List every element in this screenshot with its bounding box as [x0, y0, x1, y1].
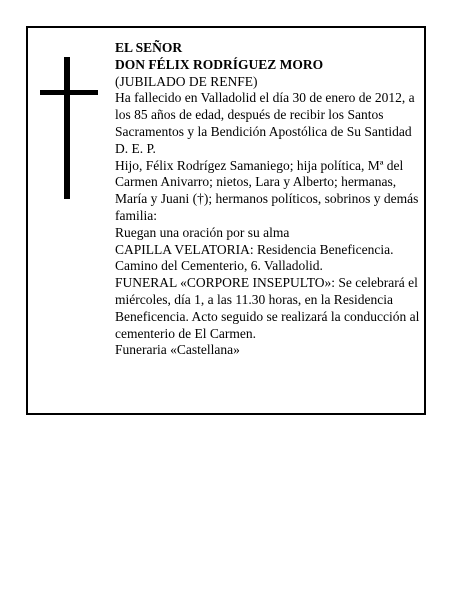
obituary-notice [26, 26, 426, 415]
chapel-info: CAPILLA VELATORIA: Residencia Beneficencia. Camino del Cementerio, 6. Valladolid. [115, 241, 394, 274]
cross-vertical-bar [64, 57, 70, 199]
cross-horizontal-bar [40, 90, 98, 95]
deceased-occupation: (JUBILADO DE RENFE) [115, 73, 258, 89]
prayer-request: Ruegan una oración por su alma [115, 224, 290, 240]
notice-title-line1: EL SEÑOR [115, 40, 183, 55]
family-list: Hijo, Félix Rodrígez Samaniego; hija política, Mª del Carmen Anivarro; nietos, Lara y Alberto; hermanas, María y Juani (†); hermanos políticos, sobrinos y demás familia: [115, 157, 419, 223]
deceased-name: DON FÉLIX RODRÍGUEZ MORO [115, 56, 324, 72]
death-announcement: Ha fallecido en Valladolid el día 30 de enero de 2012, a los 85 años de edad, después de recibir los Santos Sacramentos y la Bendición Apostólica de Su Santidad D. E. P. [115, 90, 415, 156]
notice-text [115, 40, 426, 359]
funeral-info: FUNERAL «CORPORE INSEPULTO»: Se celebrará el miércoles, día 1, a las 11.30 horas, en la Residencia Beneficencia. Acto seguido se realizará la conducción al cementerio de El Carmen. [115, 275, 420, 341]
funeral-home: Funeraria «Castellana» [115, 342, 240, 358]
cross-icon [40, 57, 98, 199]
